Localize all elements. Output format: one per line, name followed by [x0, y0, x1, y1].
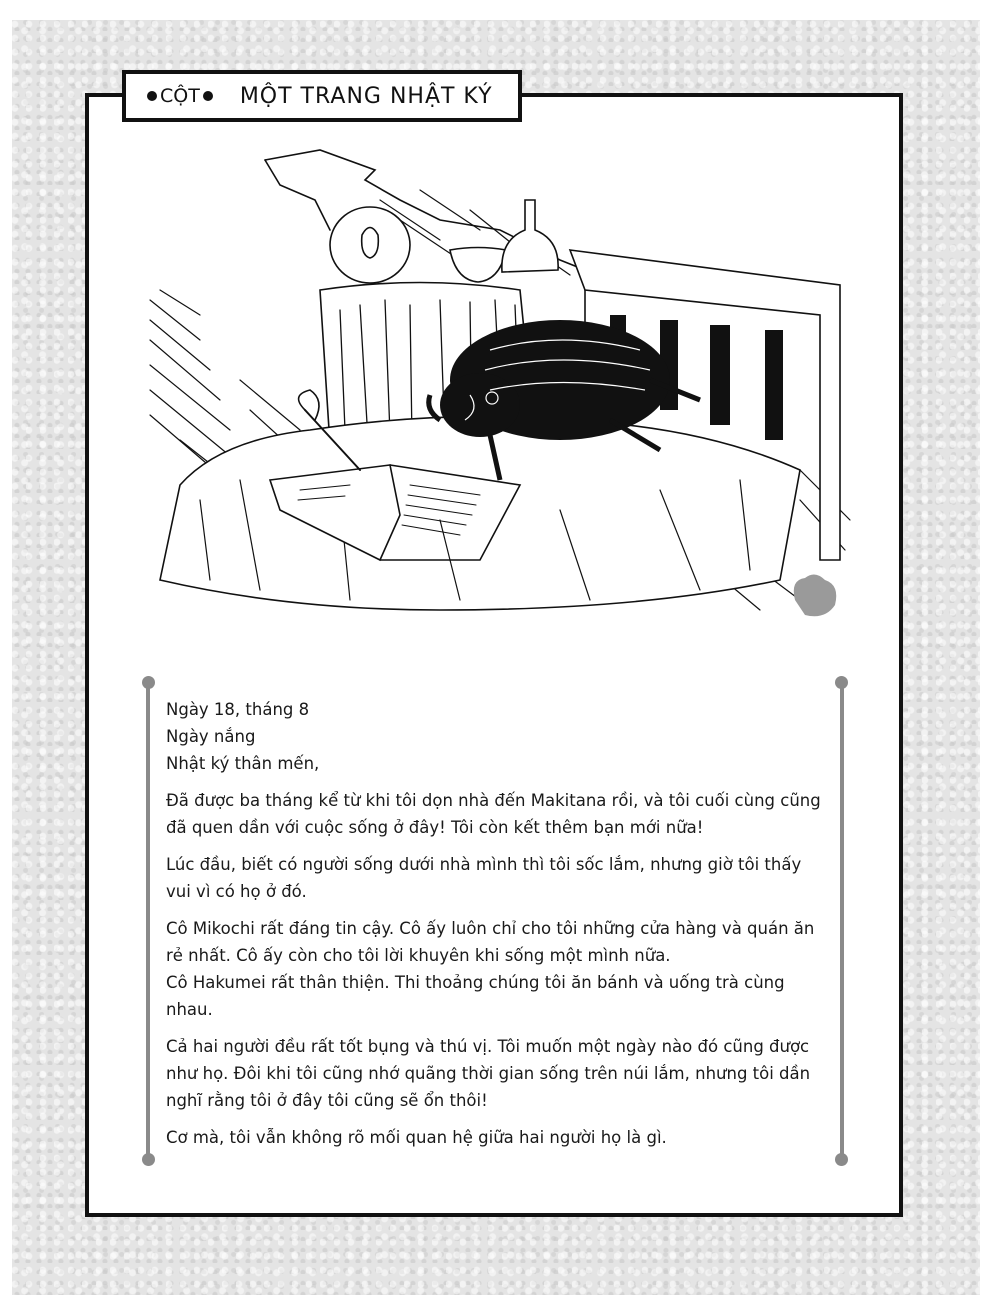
diary-paragraph: Lúc đầu, biết có người sống dưới nhà mình thì tôi sốc lắm, nhưng giờ tôi thấy vui vì có họ ở đó. — [166, 855, 802, 901]
right-bracket-decoration — [840, 686, 844, 1156]
bracket-knob-icon — [835, 676, 848, 689]
column-tag-label: CỘT — [160, 85, 200, 107]
column-title-box — [122, 70, 522, 122]
diary-date: Ngày 18, tháng 8 — [166, 700, 310, 719]
diary-paragraph: Cơ mà, tôi vẫn không rõ mối quan hệ giữa hai người họ là gì. — [166, 1128, 667, 1147]
diary-paragraph: Cả hai người đều rất tốt bụng và thú vị. Tôi muốn một ngày nào đó cũng được như họ. Đôi khi tôi cũng nhớ quãng thời gian sống trên núi lắm, nhưng tôi dần nghĩ rằng tôi ở đây tôi cũng sẽ ổn thôi! — [166, 1037, 811, 1110]
left-bracket-decoration — [146, 686, 150, 1156]
bracket-knob-icon — [142, 676, 155, 689]
diary-paragraph: Đã được ba tháng kể từ khi tôi dọn nhà đến Makitana rồi, và tôi cuối cùng cũng đã quen dần với cuộc sống ở đây! Tôi còn kết thêm bạn mới nữa! — [166, 791, 821, 837]
bullet-dot-icon — [203, 91, 213, 101]
column-title: MỘT TRANG NHẬT KÝ — [239, 83, 493, 109]
diary-weather: Ngày nắng — [166, 727, 256, 746]
diary-entry — [140, 672, 850, 1170]
column-tag — [144, 85, 216, 107]
diary-text — [166, 696, 830, 1161]
diary-paragraph: Cô Hakumei rất thân thiện. Thi thoảng chúng tôi ăn bánh và uống trà cùng nhau. — [166, 973, 785, 1019]
bullet-dot-icon — [147, 91, 157, 101]
bracket-knob-icon — [142, 1153, 155, 1166]
diary-paragraph: Cô Mikochi rất đáng tin cậy. Cô ấy luôn chỉ cho tôi những cửa hàng và quán ăn rẻ nhất. Cô ấy còn cho tôi lời khuyên khi sống một mình nữa. — [166, 919, 815, 965]
beetle-bed-illustration — [140, 140, 860, 620]
bracket-knob-icon — [835, 1153, 848, 1166]
diary-salutation: Nhật ký thân mến, — [166, 754, 320, 773]
